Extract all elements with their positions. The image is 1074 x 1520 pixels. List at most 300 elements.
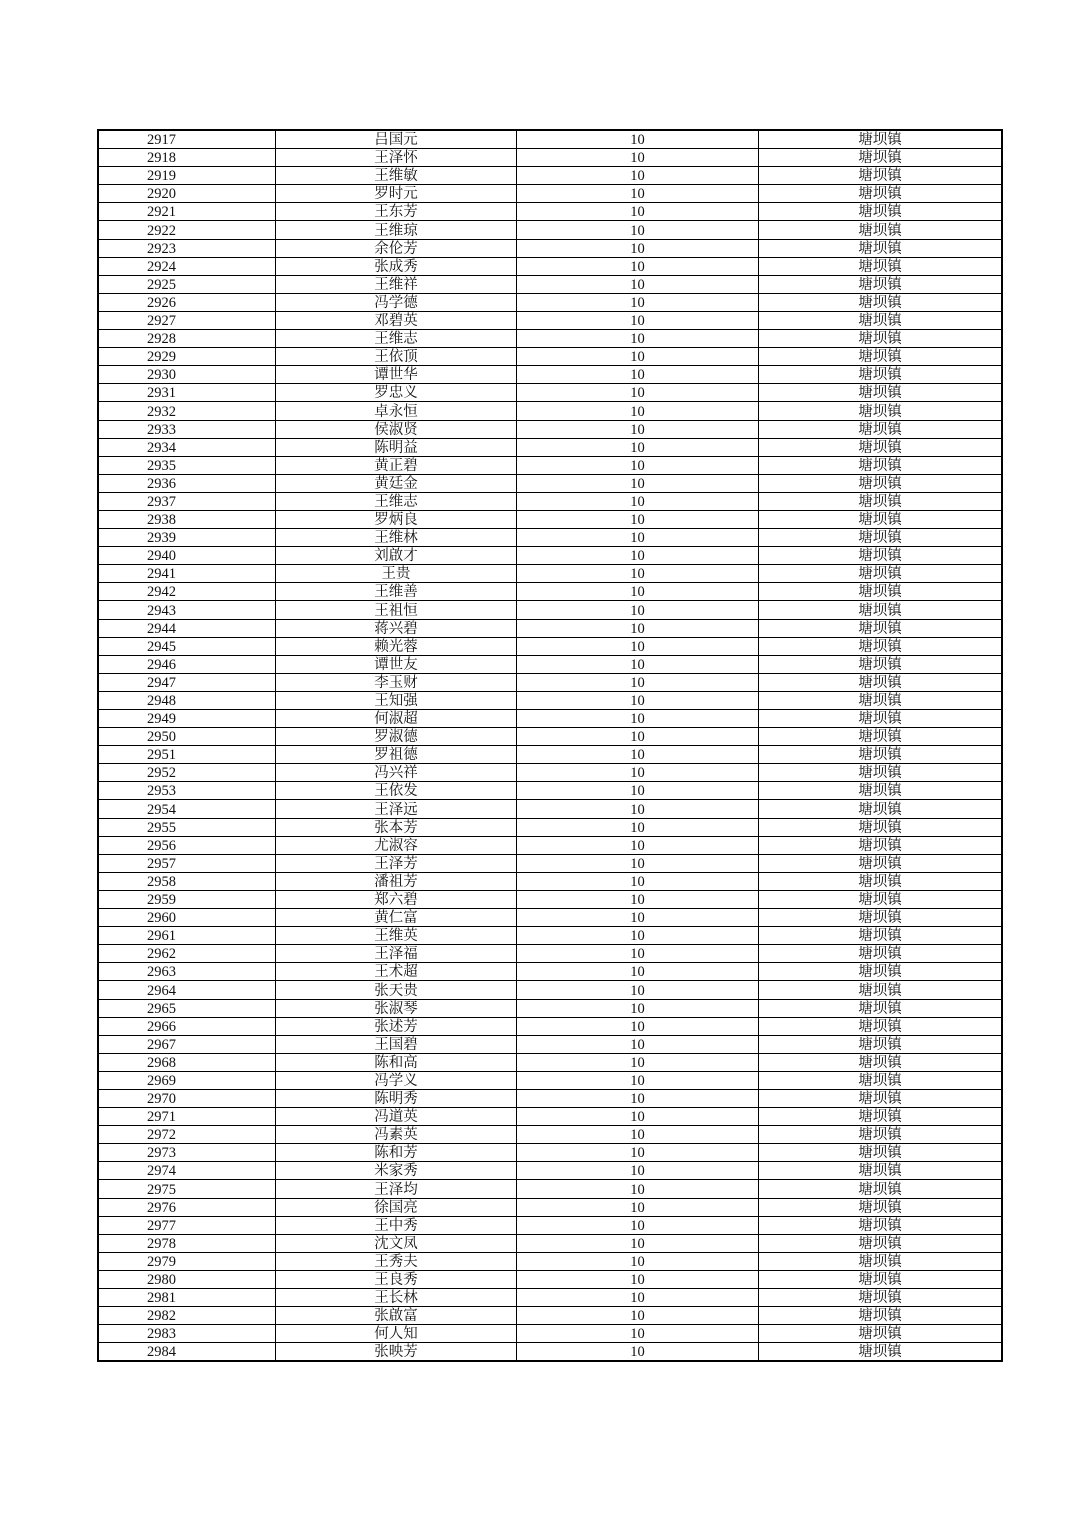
name-cell: 王泽均	[276, 1180, 517, 1198]
town-cell: 塘坝镇	[759, 1180, 1003, 1198]
name-cell: 冯道英	[276, 1108, 517, 1126]
table-row	[98, 149, 1002, 167]
name-cell: 王依发	[276, 782, 517, 800]
town-cell: 塘坝镇	[759, 402, 1003, 420]
name-cell: 张映芳	[276, 1343, 517, 1362]
town-cell: 塘坝镇	[759, 1289, 1003, 1307]
table-row	[98, 637, 1002, 655]
row-number-cell: 2946	[98, 655, 276, 673]
table-row	[98, 583, 1002, 601]
town-cell: 塘坝镇	[759, 583, 1003, 601]
name-cell: 王泽芳	[276, 854, 517, 872]
amount-cell: 10	[517, 1162, 759, 1180]
table-row	[98, 1180, 1002, 1198]
table-row	[98, 1325, 1002, 1343]
town-cell: 塘坝镇	[759, 1216, 1003, 1234]
row-number-cell: 2967	[98, 1035, 276, 1053]
name-cell: 王东芳	[276, 203, 517, 221]
amount-cell: 10	[517, 311, 759, 329]
table-row	[98, 872, 1002, 890]
name-cell: 徐国亮	[276, 1198, 517, 1216]
table-row	[98, 1053, 1002, 1071]
name-cell: 冯兴祥	[276, 764, 517, 782]
town-cell: 塘坝镇	[759, 963, 1003, 981]
table-row	[98, 420, 1002, 438]
town-cell: 塘坝镇	[759, 420, 1003, 438]
name-cell: 王中秀	[276, 1216, 517, 1234]
amount-cell: 10	[517, 438, 759, 456]
town-cell: 塘坝镇	[759, 1270, 1003, 1288]
amount-cell: 10	[517, 927, 759, 945]
amount-cell: 10	[517, 981, 759, 999]
row-number-cell: 2935	[98, 456, 276, 474]
name-cell: 王国碧	[276, 1035, 517, 1053]
table-row	[98, 800, 1002, 818]
town-cell: 塘坝镇	[759, 927, 1003, 945]
row-number-cell: 2972	[98, 1126, 276, 1144]
amount-cell: 10	[517, 1343, 759, 1362]
row-number-cell: 2934	[98, 438, 276, 456]
amount-cell: 10	[517, 330, 759, 348]
amount-cell: 10	[517, 1252, 759, 1270]
table-row	[98, 782, 1002, 800]
name-cell: 黄廷金	[276, 474, 517, 492]
amount-cell: 10	[517, 203, 759, 221]
amount-cell: 10	[517, 764, 759, 782]
row-number-cell: 2924	[98, 257, 276, 275]
row-number-cell: 2959	[98, 890, 276, 908]
town-cell: 塘坝镇	[759, 1198, 1003, 1216]
name-cell: 侯淑贤	[276, 420, 517, 438]
table-row	[98, 185, 1002, 203]
town-cell: 塘坝镇	[759, 438, 1003, 456]
town-cell: 塘坝镇	[759, 1017, 1003, 1035]
name-cell: 王维敏	[276, 167, 517, 185]
row-number-cell: 2938	[98, 510, 276, 528]
table-row	[98, 547, 1002, 565]
table-row	[98, 203, 1002, 221]
name-cell: 米家秀	[276, 1162, 517, 1180]
name-cell: 冯素英	[276, 1126, 517, 1144]
table-row	[98, 221, 1002, 239]
name-cell: 罗淑德	[276, 728, 517, 746]
amount-cell: 10	[517, 565, 759, 583]
row-number-cell: 2974	[98, 1162, 276, 1180]
amount-cell: 10	[517, 1216, 759, 1234]
town-cell: 塘坝镇	[759, 348, 1003, 366]
amount-cell: 10	[517, 348, 759, 366]
row-number-cell: 2975	[98, 1180, 276, 1198]
table-row	[98, 492, 1002, 510]
row-number-cell: 2962	[98, 945, 276, 963]
row-number-cell: 2937	[98, 492, 276, 510]
table-body	[98, 130, 1002, 1361]
table-row	[98, 510, 1002, 528]
town-cell: 塘坝镇	[759, 1071, 1003, 1089]
row-number-cell: 2920	[98, 185, 276, 203]
amount-cell: 10	[517, 167, 759, 185]
row-number-cell: 2922	[98, 221, 276, 239]
amount-cell: 10	[517, 1053, 759, 1071]
amount-cell: 10	[517, 1270, 759, 1288]
table-row	[98, 1343, 1002, 1362]
table-row	[98, 348, 1002, 366]
amount-cell: 10	[517, 456, 759, 474]
amount-cell: 10	[517, 547, 759, 565]
table-row	[98, 402, 1002, 420]
name-cell: 张成秀	[276, 257, 517, 275]
name-cell: 谭世华	[276, 366, 517, 384]
amount-cell: 10	[517, 275, 759, 293]
row-number-cell: 2945	[98, 637, 276, 655]
amount-cell: 10	[517, 1307, 759, 1325]
row-number-cell: 2918	[98, 149, 276, 167]
town-cell: 塘坝镇	[759, 456, 1003, 474]
town-cell: 塘坝镇	[759, 239, 1003, 257]
table-row	[98, 836, 1002, 854]
amount-cell: 10	[517, 1234, 759, 1252]
name-cell: 余伦芳	[276, 239, 517, 257]
row-number-cell: 2926	[98, 293, 276, 311]
row-number-cell: 2960	[98, 909, 276, 927]
town-cell: 塘坝镇	[759, 872, 1003, 890]
table-row	[98, 529, 1002, 547]
row-number-cell: 2981	[98, 1289, 276, 1307]
name-cell: 冯学德	[276, 293, 517, 311]
name-cell: 赖光蓉	[276, 637, 517, 655]
row-number-cell: 2931	[98, 384, 276, 402]
amount-cell: 10	[517, 854, 759, 872]
table-row	[98, 1252, 1002, 1270]
name-cell: 潘祖芳	[276, 872, 517, 890]
table-row	[98, 854, 1002, 872]
row-number-cell: 2919	[98, 167, 276, 185]
table-row	[98, 981, 1002, 999]
town-cell: 塘坝镇	[759, 203, 1003, 221]
table-row	[98, 963, 1002, 981]
name-cell: 陈明秀	[276, 1089, 517, 1107]
town-cell: 塘坝镇	[759, 366, 1003, 384]
name-cell: 何淑超	[276, 710, 517, 728]
amount-cell: 10	[517, 800, 759, 818]
table-row	[98, 275, 1002, 293]
name-cell: 王泽远	[276, 800, 517, 818]
amount-cell: 10	[517, 510, 759, 528]
table-row	[98, 1216, 1002, 1234]
amount-cell: 10	[517, 728, 759, 746]
name-cell: 张述芳	[276, 1017, 517, 1035]
name-cell: 谭世友	[276, 655, 517, 673]
amount-cell: 10	[517, 890, 759, 908]
row-number-cell: 2952	[98, 764, 276, 782]
table-row	[98, 1071, 1002, 1089]
table-row	[98, 474, 1002, 492]
row-number-cell: 2956	[98, 836, 276, 854]
name-cell: 张啟富	[276, 1307, 517, 1325]
row-number-cell: 2953	[98, 782, 276, 800]
amount-cell: 10	[517, 1035, 759, 1053]
amount-cell: 10	[517, 1198, 759, 1216]
row-number-cell: 2930	[98, 366, 276, 384]
table-row	[98, 438, 1002, 456]
row-number-cell: 2973	[98, 1144, 276, 1162]
town-cell: 塘坝镇	[759, 257, 1003, 275]
table-row	[98, 330, 1002, 348]
name-cell: 张天贵	[276, 981, 517, 999]
table-row	[98, 366, 1002, 384]
table-row	[98, 1162, 1002, 1180]
town-cell: 塘坝镇	[759, 746, 1003, 764]
amount-cell: 10	[517, 691, 759, 709]
table-row	[98, 619, 1002, 637]
amount-cell: 10	[517, 529, 759, 547]
table-row	[98, 728, 1002, 746]
name-cell: 罗祖德	[276, 746, 517, 764]
name-cell: 王祖恒	[276, 601, 517, 619]
name-cell: 李玉财	[276, 673, 517, 691]
town-cell: 塘坝镇	[759, 221, 1003, 239]
amount-cell: 10	[517, 655, 759, 673]
table-row	[98, 1198, 1002, 1216]
town-cell: 塘坝镇	[759, 836, 1003, 854]
row-number-cell: 2923	[98, 239, 276, 257]
amount-cell: 10	[517, 1144, 759, 1162]
amount-cell: 10	[517, 1017, 759, 1035]
row-number-cell: 2970	[98, 1089, 276, 1107]
town-cell: 塘坝镇	[759, 637, 1003, 655]
table-row	[98, 1017, 1002, 1035]
town-cell: 塘坝镇	[759, 854, 1003, 872]
name-cell: 王维祥	[276, 275, 517, 293]
town-cell: 塘坝镇	[759, 167, 1003, 185]
table-row	[98, 764, 1002, 782]
amount-cell: 10	[517, 945, 759, 963]
amount-cell: 10	[517, 637, 759, 655]
town-cell: 塘坝镇	[759, 728, 1003, 746]
town-cell: 塘坝镇	[759, 673, 1003, 691]
table-row	[98, 655, 1002, 673]
town-cell: 塘坝镇	[759, 601, 1003, 619]
row-number-cell: 2943	[98, 601, 276, 619]
table-row	[98, 909, 1002, 927]
row-number-cell: 2951	[98, 746, 276, 764]
name-cell: 罗忠义	[276, 384, 517, 402]
town-cell: 塘坝镇	[759, 275, 1003, 293]
row-number-cell: 2969	[98, 1071, 276, 1089]
town-cell: 塘坝镇	[759, 655, 1003, 673]
amount-cell: 10	[517, 185, 759, 203]
name-cell: 王泽福	[276, 945, 517, 963]
town-cell: 塘坝镇	[759, 1307, 1003, 1325]
row-number-cell: 2948	[98, 691, 276, 709]
town-cell: 塘坝镇	[759, 1234, 1003, 1252]
town-cell: 塘坝镇	[759, 1144, 1003, 1162]
town-cell: 塘坝镇	[759, 945, 1003, 963]
name-cell: 王维志	[276, 492, 517, 510]
amount-cell: 10	[517, 257, 759, 275]
name-cell: 沈文凤	[276, 1234, 517, 1252]
table-row	[98, 257, 1002, 275]
table-row	[98, 167, 1002, 185]
town-cell: 塘坝镇	[759, 565, 1003, 583]
town-cell: 塘坝镇	[759, 1126, 1003, 1144]
name-cell: 罗时元	[276, 185, 517, 203]
town-cell: 塘坝镇	[759, 691, 1003, 709]
row-number-cell: 2958	[98, 872, 276, 890]
amount-cell: 10	[517, 474, 759, 492]
table-row	[98, 1089, 1002, 1107]
row-number-cell: 2966	[98, 1017, 276, 1035]
row-number-cell: 2944	[98, 619, 276, 637]
amount-cell: 10	[517, 746, 759, 764]
town-cell: 塘坝镇	[759, 293, 1003, 311]
row-number-cell: 2932	[98, 402, 276, 420]
row-number-cell: 2984	[98, 1343, 276, 1362]
row-number-cell: 2941	[98, 565, 276, 583]
table-row	[98, 890, 1002, 908]
town-cell: 塘坝镇	[759, 999, 1003, 1017]
name-cell: 冯学义	[276, 1071, 517, 1089]
amount-cell: 10	[517, 1289, 759, 1307]
town-cell: 塘坝镇	[759, 619, 1003, 637]
town-cell: 塘坝镇	[759, 890, 1003, 908]
table-row	[98, 1126, 1002, 1144]
row-number-cell: 2947	[98, 673, 276, 691]
table-row	[98, 293, 1002, 311]
town-cell: 塘坝镇	[759, 1325, 1003, 1343]
row-number-cell: 2983	[98, 1325, 276, 1343]
amount-cell: 10	[517, 402, 759, 420]
amount-cell: 10	[517, 673, 759, 691]
row-number-cell: 2963	[98, 963, 276, 981]
name-cell: 王维英	[276, 927, 517, 945]
name-cell: 王知强	[276, 691, 517, 709]
name-cell: 陈和芳	[276, 1144, 517, 1162]
town-cell: 塘坝镇	[759, 818, 1003, 836]
row-number-cell: 2921	[98, 203, 276, 221]
name-cell: 王秀夫	[276, 1252, 517, 1270]
table-row	[98, 456, 1002, 474]
name-cell: 王依顶	[276, 348, 517, 366]
row-number-cell: 2936	[98, 474, 276, 492]
table-row	[98, 565, 1002, 583]
amount-cell: 10	[517, 1325, 759, 1343]
town-cell: 塘坝镇	[759, 764, 1003, 782]
row-number-cell: 2982	[98, 1307, 276, 1325]
table-row	[98, 1307, 1002, 1325]
town-cell: 塘坝镇	[759, 474, 1003, 492]
amount-cell: 10	[517, 221, 759, 239]
table-row	[98, 945, 1002, 963]
name-cell: 张本芳	[276, 818, 517, 836]
row-number-cell: 2939	[98, 529, 276, 547]
name-cell: 王维善	[276, 583, 517, 601]
town-cell: 塘坝镇	[759, 1053, 1003, 1071]
town-cell: 塘坝镇	[759, 782, 1003, 800]
amount-cell: 10	[517, 1126, 759, 1144]
amount-cell: 10	[517, 1108, 759, 1126]
amount-cell: 10	[517, 293, 759, 311]
table-row	[98, 384, 1002, 402]
town-cell: 塘坝镇	[759, 1089, 1003, 1107]
table-row	[98, 999, 1002, 1017]
table-row	[98, 818, 1002, 836]
name-cell: 王术超	[276, 963, 517, 981]
amount-cell: 10	[517, 1071, 759, 1089]
town-cell: 塘坝镇	[759, 311, 1003, 329]
name-cell: 卓永恒	[276, 402, 517, 420]
amount-cell: 10	[517, 601, 759, 619]
town-cell: 塘坝镇	[759, 710, 1003, 728]
table-row	[98, 1234, 1002, 1252]
name-cell: 黄仁富	[276, 909, 517, 927]
table-row	[98, 311, 1002, 329]
table-row	[98, 239, 1002, 257]
amount-cell: 10	[517, 999, 759, 1017]
table-row	[98, 601, 1002, 619]
data-table-container	[97, 129, 1003, 1362]
town-cell: 塘坝镇	[759, 492, 1003, 510]
amount-cell: 10	[517, 492, 759, 510]
town-cell: 塘坝镇	[759, 909, 1003, 927]
amount-cell: 10	[517, 366, 759, 384]
table-row	[98, 1108, 1002, 1126]
town-cell: 塘坝镇	[759, 547, 1003, 565]
table-row	[98, 673, 1002, 691]
name-cell: 黄正碧	[276, 456, 517, 474]
row-number-cell: 2957	[98, 854, 276, 872]
row-number-cell: 2977	[98, 1216, 276, 1234]
row-number-cell: 2965	[98, 999, 276, 1017]
table-row	[98, 927, 1002, 945]
amount-cell: 10	[517, 710, 759, 728]
name-cell: 陈明益	[276, 438, 517, 456]
town-cell: 塘坝镇	[759, 149, 1003, 167]
amount-cell: 10	[517, 872, 759, 890]
row-number-cell: 2927	[98, 311, 276, 329]
table-row	[98, 1035, 1002, 1053]
table-row	[98, 746, 1002, 764]
town-cell: 塘坝镇	[759, 1162, 1003, 1180]
row-number-cell: 2942	[98, 583, 276, 601]
row-number-cell: 2980	[98, 1270, 276, 1288]
name-cell: 王良秀	[276, 1270, 517, 1288]
row-number-cell: 2961	[98, 927, 276, 945]
name-cell: 张淑琴	[276, 999, 517, 1017]
name-cell: 邓碧英	[276, 311, 517, 329]
row-number-cell: 2949	[98, 710, 276, 728]
name-cell: 王贵	[276, 565, 517, 583]
town-cell: 塘坝镇	[759, 800, 1003, 818]
table-row	[98, 710, 1002, 728]
table-row	[98, 130, 1002, 149]
row-number-cell: 2933	[98, 420, 276, 438]
name-cell: 王维林	[276, 529, 517, 547]
row-number-cell: 2955	[98, 818, 276, 836]
row-number-cell: 2925	[98, 275, 276, 293]
row-number-cell: 2968	[98, 1053, 276, 1071]
town-cell: 塘坝镇	[759, 384, 1003, 402]
name-cell: 蒋兴碧	[276, 619, 517, 637]
table-row	[98, 1289, 1002, 1307]
amount-cell: 10	[517, 1180, 759, 1198]
row-number-cell: 2971	[98, 1108, 276, 1126]
amount-cell: 10	[517, 836, 759, 854]
name-cell: 何人知	[276, 1325, 517, 1343]
row-number-cell: 2929	[98, 348, 276, 366]
amount-cell: 10	[517, 583, 759, 601]
amount-cell: 10	[517, 1089, 759, 1107]
